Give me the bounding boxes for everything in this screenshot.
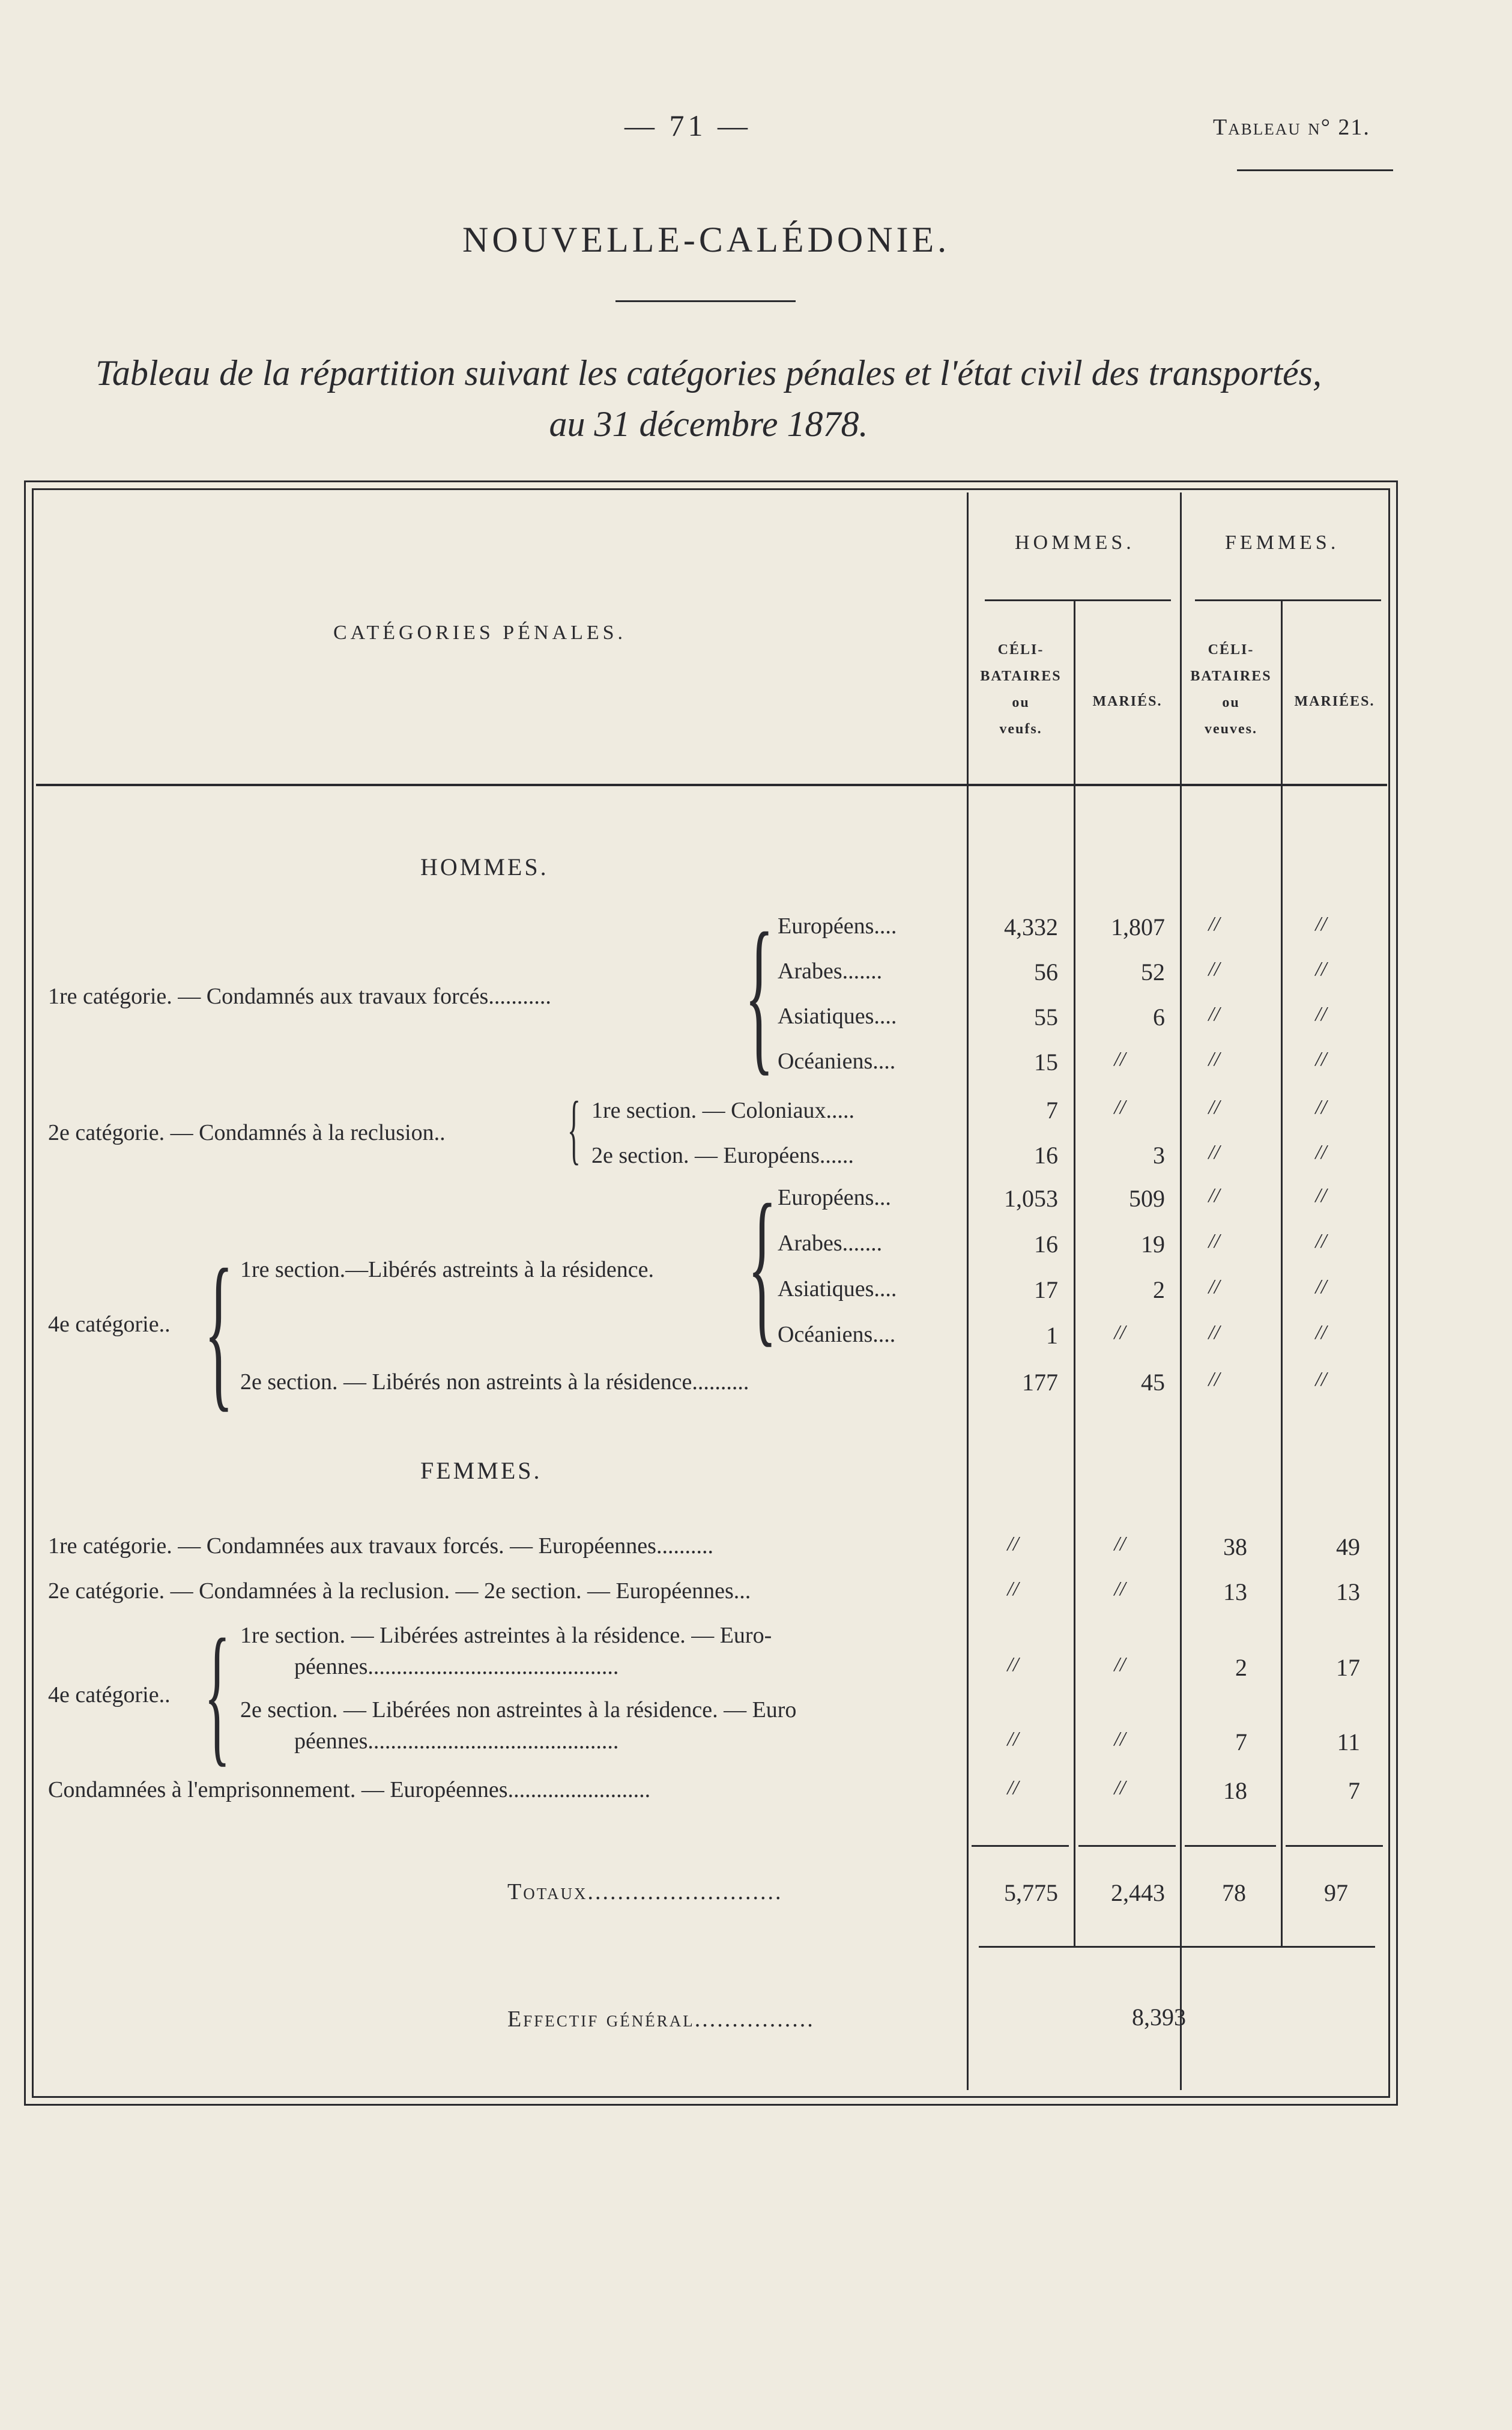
hommes-cell: // — [1315, 958, 1327, 980]
hommes-cell: 4,332 — [1004, 914, 1058, 941]
hommes-cell: // — [1315, 1276, 1327, 1298]
header-f-maries: MARIÉES. — [1294, 694, 1375, 709]
hommes-cell: 6 — [1153, 1004, 1165, 1031]
hommes-row-label: Asiatiques.... — [778, 1004, 897, 1029]
femmes-row-label: 2e catégorie. — Condamnées à la reclusion. — 2e section. — Européennes... — [48, 1578, 751, 1604]
brace-femmes-cat4: { — [204, 1607, 231, 1780]
hommes-cell: // — [1208, 913, 1220, 935]
hommes-cell: // — [1208, 1368, 1220, 1390]
title-rule — [615, 300, 796, 302]
hommes-cell: 56 — [1034, 959, 1058, 986]
hommes-cell: // — [1208, 1003, 1220, 1025]
hommes-cell: 45 — [1141, 1369, 1165, 1396]
femmes-cell: // — [1007, 1533, 1019, 1555]
hommes-cell: // — [1315, 1368, 1327, 1390]
totaux-h-celib: 5,775 — [1004, 1879, 1058, 1906]
hommes-cell: 15 — [1034, 1049, 1058, 1076]
femmes-cell: 38 — [1223, 1533, 1247, 1560]
hommes-cat2-label: 2e catégorie. — Condamnés à la reclusion.. — [48, 1120, 446, 1145]
hommes-row-label: Océaniens.... — [778, 1049, 896, 1074]
hommes-cell: 177 — [1022, 1369, 1058, 1396]
totaux-f-celib: 78 — [1222, 1879, 1246, 1906]
hommes-cell: 1 — [1046, 1322, 1058, 1349]
hommes-cell: 55 — [1034, 1004, 1058, 1031]
hommes-cell: // — [1315, 1141, 1327, 1163]
hommes-cell: // — [1208, 1276, 1220, 1298]
hommes-cell: // — [1208, 1230, 1220, 1252]
hommes-cell: 52 — [1141, 959, 1165, 986]
totals-rule-1 — [972, 1845, 1069, 1847]
femmes-cell: // — [1007, 1578, 1019, 1600]
hommes-cat2-s1: 1re section. — Coloniaux..... — [591, 1098, 854, 1123]
hommes-cat4-s2: 2e section. — Libérés non astreints à la résidence.......... — [240, 1369, 749, 1395]
femmes-cell: // — [1114, 1533, 1126, 1555]
hommes-cat1-label: 1re catégorie. — Condamnés aux travaux forcés........... — [48, 984, 551, 1009]
hommes-row-label: Océaniens.... — [778, 1322, 896, 1347]
hommes-cell: // — [1315, 1321, 1327, 1344]
femmes-cell: 18 — [1223, 1777, 1247, 1804]
femmes-cell: // — [1007, 1653, 1019, 1676]
hommes-cell: // — [1208, 1184, 1220, 1207]
header-f-celib — [1181, 637, 1281, 742]
header-rule — [1237, 169, 1393, 171]
femmes-cell: 13 — [1336, 1578, 1360, 1605]
hommes-cell: 17 — [1034, 1276, 1058, 1303]
femmes-row-label: 1re section. — Libérées astreintes à la résidence. — Euro- — [240, 1623, 772, 1648]
hommes-row-label: Arabes....... — [778, 959, 883, 984]
femmes-cat4-label: 4e catégorie.. — [48, 1682, 171, 1707]
femmes-cell: 49 — [1336, 1533, 1360, 1560]
hommes-cell: 7 — [1046, 1097, 1058, 1124]
header-h-celib — [968, 637, 1074, 742]
hommes-row-label: Asiatiques.... — [778, 1276, 897, 1301]
hommes-cell: // — [1208, 1141, 1220, 1163]
header-categories: CATÉGORIES PÉNALES. — [333, 622, 627, 644]
hommes-row-label: Arabes....... — [778, 1231, 883, 1256]
totaux-f-maries: 97 — [1324, 1879, 1348, 1906]
femmes-cell: // — [1114, 1728, 1126, 1750]
hommes-cell: // — [1114, 1096, 1126, 1118]
hommes-underline — [985, 599, 1171, 601]
header-h-celib-line2: BATAIRES — [980, 668, 1062, 684]
femmes-row-label-cont: péennes............................................ — [294, 1654, 619, 1679]
header-f-celib-line2: BATAIRES — [1190, 668, 1272, 684]
brace-cat2: { — [567, 1086, 581, 1172]
hommes-cell: // — [1315, 913, 1327, 935]
totaux-h-maries: 2,443 — [1111, 1879, 1165, 1906]
header-h-celib-line3: ou — [1012, 695, 1030, 711]
header-hommes: HOMMES. — [1015, 532, 1135, 554]
hommes-cell: 1,053 — [1004, 1185, 1058, 1212]
header-femmes: FEMMES. — [1225, 532, 1340, 554]
effectif-label: Effectif général................ — [507, 2007, 815, 2032]
section-hommes: HOMMES. — [420, 853, 549, 880]
femmes-row-label: 2e section. — Libérées non astreintes à la résidence. — Euro — [240, 1697, 797, 1723]
totaux-label: Totaux.......................... — [507, 1879, 783, 1904]
brace-cat4-s1: { — [748, 1169, 777, 1362]
femmes-cell: 7 — [1235, 1729, 1247, 1756]
femmes-cell: // — [1007, 1728, 1019, 1750]
femmes-underline — [1195, 599, 1381, 601]
subtitle-line-1: Tableau de la répartition suivant les catégories pénales et l'état civil des transportés, — [95, 353, 1322, 393]
femmes-cell: // — [1007, 1777, 1019, 1799]
hommes-cat2-s2: 2e section. — Européens...... — [591, 1143, 854, 1168]
femmes-row-label-cont: péennes............................................ — [294, 1729, 619, 1754]
effectif-value: 8,393 — [1132, 2004, 1186, 2031]
femmes-cell: 2 — [1235, 1654, 1247, 1681]
header-h-maries: MARIÉS. — [1092, 694, 1163, 709]
femmes-cell: 13 — [1223, 1578, 1247, 1605]
table-reference: Tableau n° 21. — [1213, 115, 1370, 140]
header-f-celib-line1: CÉLI- — [1208, 642, 1254, 658]
page-title: NOUVELLE-CALÉDONIE. — [462, 220, 951, 259]
hommes-cat4-label: 4e catégorie.. — [48, 1312, 171, 1337]
header-h-celib-line4: veufs. — [999, 721, 1042, 737]
hommes-cell: 2 — [1153, 1276, 1165, 1303]
header-h-celib-line1: CÉLI- — [997, 642, 1044, 658]
femmes-cell: 17 — [1336, 1654, 1360, 1681]
brace-cat1: { — [745, 897, 774, 1090]
totals-rule-2 — [1078, 1845, 1176, 1847]
hommes-cell: // — [1114, 1048, 1126, 1070]
femmes-cell: // — [1114, 1578, 1126, 1600]
hommes-cell: // — [1315, 1096, 1327, 1118]
femmes-cell: // — [1114, 1777, 1126, 1799]
hommes-cell: // — [1208, 1321, 1220, 1344]
hommes-cell: // — [1315, 1230, 1327, 1252]
hommes-row-label: Européens... — [778, 1185, 891, 1210]
femmes-row-label: 1re catégorie. — Condamnées aux travaux forcés. — Européennes.......... — [48, 1533, 713, 1559]
hommes-cell: // — [1315, 1048, 1327, 1070]
hommes-cell: // — [1208, 1048, 1220, 1070]
subtitle-line-2: au 31 décembre 1878. — [549, 404, 868, 444]
femmes-cell: 7 — [1348, 1777, 1360, 1804]
brace-cat4: { — [204, 1234, 234, 1426]
hommes-cell: 1,807 — [1111, 914, 1165, 941]
hommes-cell: 509 — [1129, 1185, 1165, 1212]
hommes-cell: // — [1114, 1321, 1126, 1344]
header-f-celib-line3: ou — [1222, 695, 1240, 711]
header-bottom-rule — [36, 784, 1387, 786]
femmes-row-label: Condamnées à l'emprisonnement. — Européennes......................... — [48, 1777, 651, 1802]
femmes-cell: 11 — [1337, 1729, 1360, 1756]
hommes-cell: 16 — [1034, 1142, 1058, 1169]
totals-bottom-rule — [979, 1946, 1375, 1948]
totals-rule-4 — [1286, 1845, 1383, 1847]
section-femmes: FEMMES. — [420, 1457, 542, 1484]
hommes-cell: 3 — [1153, 1142, 1165, 1169]
page-number: — 71 — — [624, 109, 751, 142]
hommes-cat4-s1: 1re section.—Libérés astreints à la résidence. — [240, 1257, 654, 1282]
hommes-cell: 19 — [1141, 1231, 1165, 1258]
totals-rule-3 — [1185, 1845, 1276, 1847]
hommes-cell: // — [1208, 1096, 1220, 1118]
hommes-cell: 16 — [1034, 1231, 1058, 1258]
hommes-row-label: Européens.... — [778, 914, 897, 939]
hommes-cell: // — [1208, 958, 1220, 980]
header-f-celib-line4: veuves. — [1205, 721, 1257, 737]
femmes-cell: // — [1114, 1653, 1126, 1676]
hommes-cell: // — [1315, 1184, 1327, 1207]
hommes-cell: // — [1315, 1003, 1327, 1025]
